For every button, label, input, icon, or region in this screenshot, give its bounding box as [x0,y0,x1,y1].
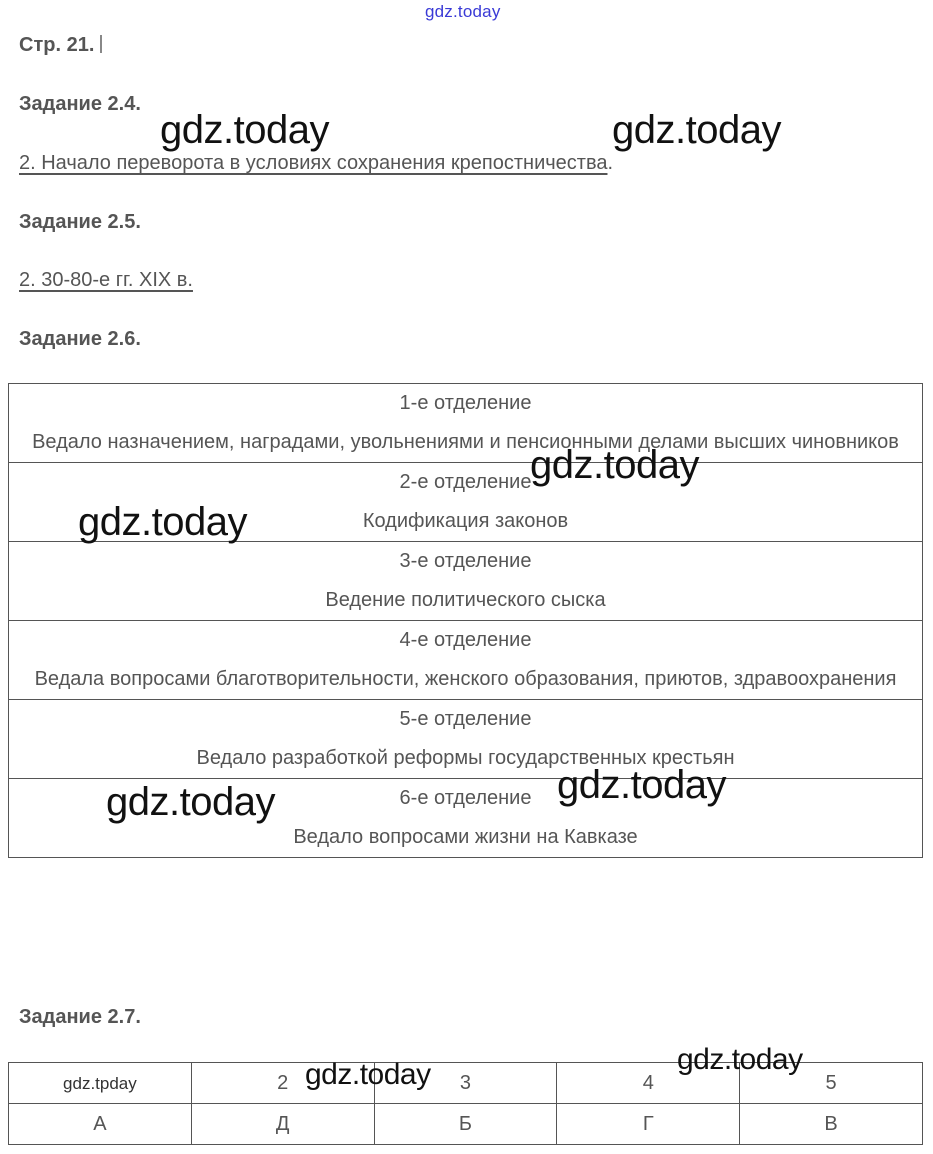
table-row [9,700,923,779]
text-cursor [100,35,102,53]
number-cell: 3 [374,1063,557,1104]
task-2-4-answer-suffix: . [607,152,614,174]
department-cell-4 [9,621,923,700]
letter-cell: В [740,1104,923,1145]
watermark: gdz.today [305,1058,431,1091]
table-row [9,384,923,463]
task-2-4-answer-link[interactable]: 2. Начало переворота в условиях сохранения крепостничества [19,152,608,174]
department-title: 6-е отделение [399,787,532,809]
task-2-5-heading: Задание 2.5. [19,211,141,233]
task-2-4-heading: Задание 2.4. [19,93,141,115]
cell-watermark: gdz.tpday [63,1073,137,1093]
department-cell-3 [9,542,923,621]
table-row [9,621,923,700]
department-title: 1-е отделение [399,392,532,414]
top-watermark: gdz.today [425,2,501,21]
department-description: Ведало вопросами жизни на Кавказе [293,826,638,848]
letter-cell: Д [191,1104,374,1145]
watermark: gdz.today [78,500,247,544]
matching-table [8,1062,923,1145]
task-2-6-heading: Задание 2.6. [19,328,141,350]
watermark: gdz.today [106,780,275,824]
table-row [9,542,923,621]
watermark: gdz.today [160,108,329,152]
department-title: 4-е отделение [399,629,532,651]
department-description: Ведало разработкой реформы государственных крестьян [196,747,735,769]
table-row [9,1104,923,1145]
department-title: 3-е отделение [399,550,532,572]
department-title: 2-е отделение [399,471,532,493]
departments-table [8,383,923,858]
task-2-5-answer [19,269,193,292]
task-2-4-answer [19,152,613,175]
department-cell-2 [9,463,923,542]
department-cell-1 [9,384,923,463]
watermark: gdz.today [530,443,699,487]
page-header [19,34,102,57]
watermark: gdz.today [677,1043,803,1076]
department-description: Ведение политического сыска [325,589,606,611]
number-cell [9,1063,192,1104]
table-row [9,779,923,858]
watermark: gdz.today [612,108,781,152]
number-cell: 4 [557,1063,740,1104]
page-header-text: Стр. 21. [19,34,95,56]
border-gap [700,941,921,945]
department-title: 5-е отделение [399,708,532,730]
table-row [9,463,923,542]
table-row [9,1063,923,1104]
department-cell-5 [9,700,923,779]
watermark: gdz.today [557,763,726,807]
number-cell: 2 [191,1063,374,1104]
department-description: Кодификация законов [362,510,569,532]
task-2-7-heading: Задание 2.7. [19,1006,141,1028]
letter-cell: Г [557,1104,740,1145]
letter-cell: Б [374,1104,557,1145]
letter-cell: А [9,1104,192,1145]
department-cell-6 [9,779,923,858]
department-description: Ведало назначением, наградами, увольнениями и пенсионными делами высших чиновников [32,431,899,453]
number-cell: 5 [740,1063,923,1104]
department-description: Ведала вопросами благотворительности, женского образования, приютов, здравоохранения [34,668,897,690]
task-2-5-answer-link[interactable]: 2. 30-80-е гг. XIX в. [19,269,193,291]
